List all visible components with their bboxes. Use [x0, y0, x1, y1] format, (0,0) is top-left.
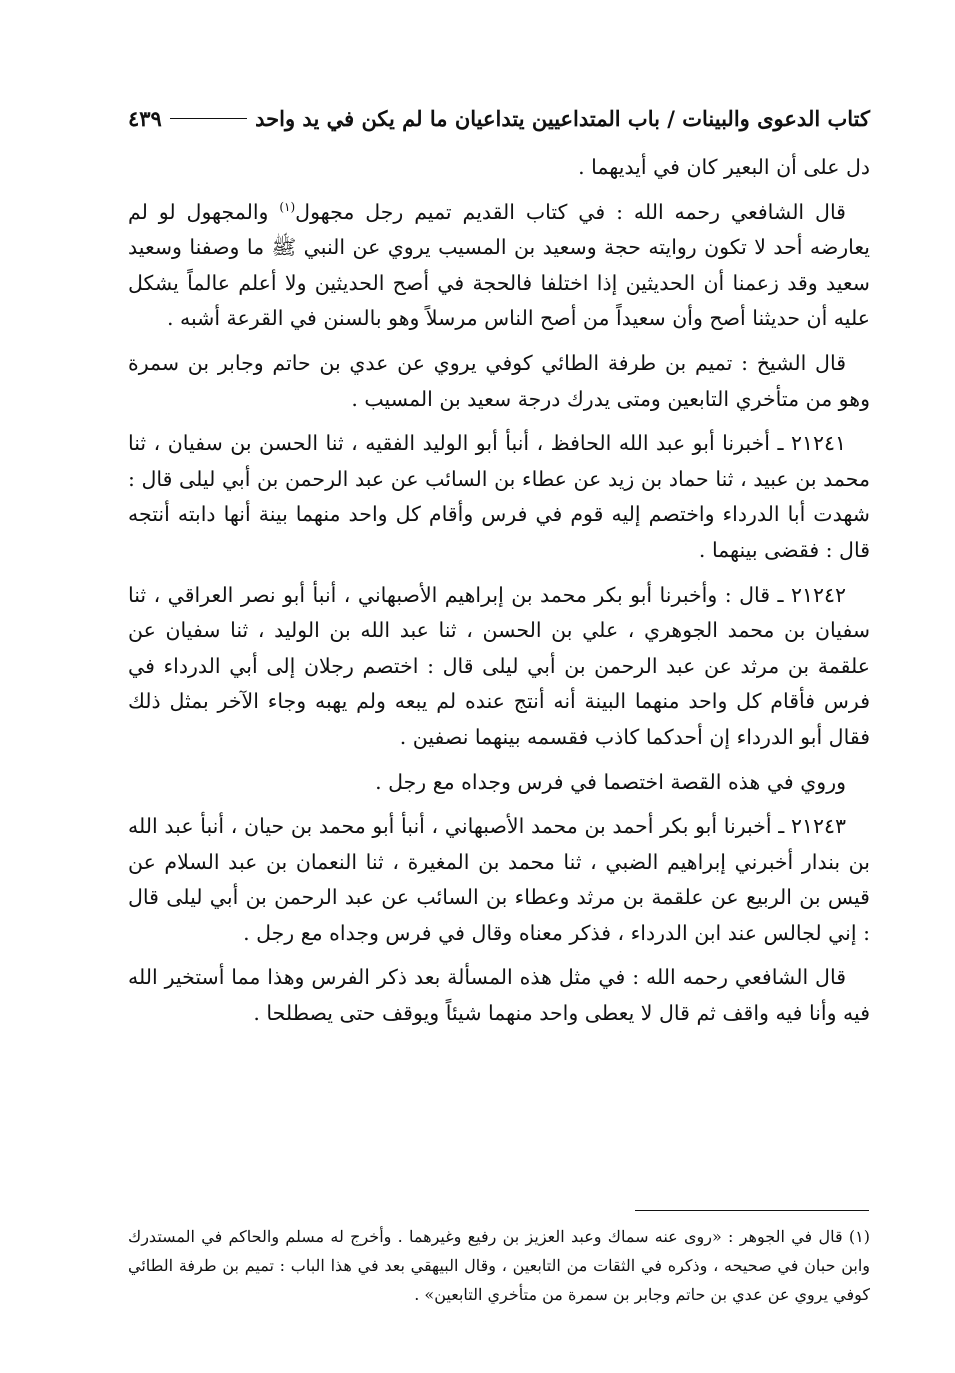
page-number: ٤٣٩ [128, 105, 162, 131]
footnote-1-label: (١) [848, 1227, 871, 1246]
header-rule [170, 118, 247, 119]
hadith-21242: ٢١٢٤٢ ـ قال : وأخبرنا أبو بكر محمد بن إبراهيم الأصبهاني ، أنبأ أبو نصر العراقي ، ثنا سفيان بن محمد الجوهري ، علي بن الحسن ، ثنا عبد الله بن الوليد ، ثنا سفيان عن علقمة بن مرثد عن عبد الرحمن بن أبي ليلى قال : اختصم رجلان إلى أبي الدرداء في فرس فأقام كل واحد منهما البينة أنه أنتج عنده لم يبعه ولم يهبه وجاء الآخر بمثل ذلك فقال أبو الدرداء إن أحدكما كاذب فقسمه بينهما نصفين . [128, 582, 870, 749]
footnote-reference[interactable]: (١) [279, 199, 296, 214]
paragraph-continuation: دل على أن البعير كان في أيديهما . [578, 155, 870, 179]
footnotes [128, 1222, 870, 1309]
paragraph-riwaya-note: وروي في هذه القصة اختصما في فرس وجداه مع رجل . [375, 769, 846, 794]
paragraph-shafii-part-1: قال الشافعي رحمه الله : في كتاب القديم تميم رجل مجهول [295, 199, 846, 224]
paragraph-shaykh-comment: قال الشيخ : تميم بن طرفة الطائي كوفي يروي عن عدي بن حاتم وجابر بن سمرة وهو من متأخري التابعين ومتى يدرك درجة سعيد بن المسيب . [128, 350, 870, 411]
running-header [128, 98, 870, 138]
hadith-21243: ٢١٢٤٣ ـ أخبرنا أبو بكر أحمد بن محمد الأصبهاني ، أنبأ أبو محمد بن حيان ، أنبأ عبد الله بن بندار أخبرني إبراهيم الضبي ، ثنا محمد بن المغيرة ، ثنا النعمان بن عبد السلام عن قيس بن الربيع عن علقمة بن مرثد وعطاء بن السائب عن عبد الرحمن بن أبي ليلى قال : إني لجالس عند ابن الدرداء ، فذكر معناه وقال في فرس وجداه مع رجل . [128, 814, 870, 945]
main-text [128, 150, 870, 1041]
hadith-21241: ٢١٢٤١ ـ أخبرنا أبو عبد الله الحافظ ، أنبأ أبو الوليد الفقيه ، ثنا الحسن بن سفيان ، ثنا محمد بن عبيد ، ثنا حماد بن زيد عن عطاء بن السائب عن عبد الرحمن بن أبي ليلى قال : شهدت أبا الدرداء واختصم إليه قوم في فرس وأقام كل واحد منهما بينة أنها دابته أنتجه قال : فقضى بينهما . [128, 431, 870, 562]
footnote-1-text: قال في الجوهر : «روى عنه سماك وعبد العزيز بن رفيع وغيرهما . وأخرج له مسلم والحاكم في المستدرك وابن حبان في صحيحه ، وذكره في الثقات من التابعين ، وقال البيهقي بعد في هذا الباب : تميم بن طرفة الطائي كوفي يروي عن عدي بن حاتم وجابر بن سمرة من متأخري التابعين» . [128, 1227, 871, 1304]
running-header-title: كتاب الدعوى والبينات / باب المتداعيين يتداعيان ما لم يكن في يد واحد [255, 105, 870, 131]
footnote-separator [635, 1210, 869, 1211]
paragraph-shafii-conclusion: قال الشافعي رحمه الله : في مثل هذه المسألة بعد ذكر الفرس وهذا مما أستخير الله فيه وأنا فيه واقف ثم قال لا يعطى واحد منهما شيئاً ويوقف حتى يصطلحا . [128, 965, 870, 1026]
paragraph-shafii-part-2: والمجهول لو لم يعارضه أحد لا تكون روايته حجة وسعيد بن المسيب يروي عن النبي ﷺ ما وصفنا وسعيد سعيد وقد زعمنا أن الحديثين إذا اختلفا فالحجة في أصح الحديثين ولا أعلم عالماً يشكل عليه أن حديثنا أصح وأن سعيداً من أصح الناس مرسلاً وهو بالسنن في القرعة أشبه . [128, 199, 870, 331]
paragraph-shafii-old-book [128, 195, 870, 337]
footnote-1 [128, 1222, 870, 1309]
